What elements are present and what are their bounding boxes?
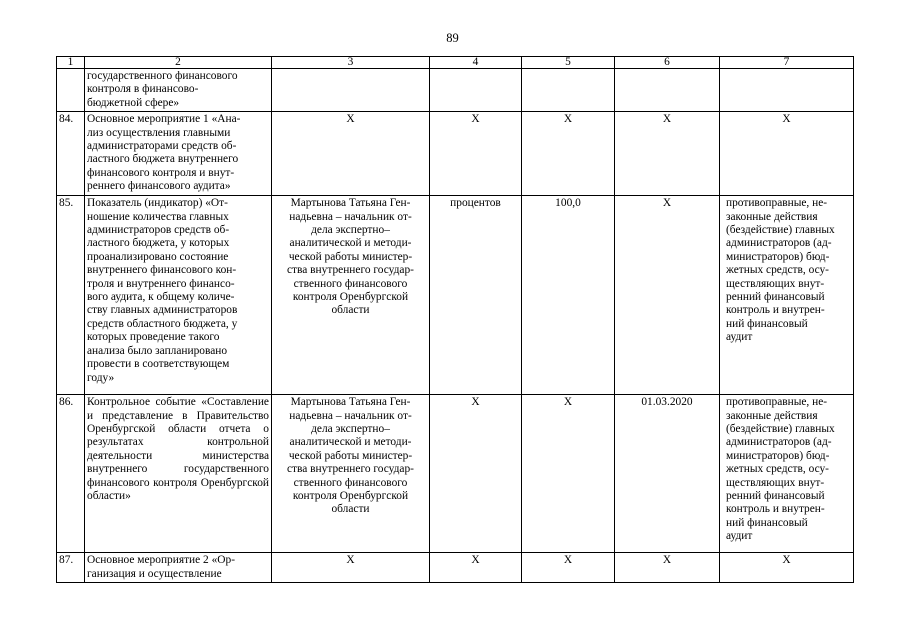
row-unit: Х (430, 395, 522, 553)
header-cell: 7 (720, 57, 854, 69)
row-value (522, 69, 615, 112)
row-date: Х (615, 553, 720, 583)
row-result: противоправные, не- законные действия (бездействие) главных администраторов (ад- министраторов) бюд- жетных средств, осу- ществляющих внут- ренний финансовый контроль и внутрен- ний финансовый аудит (720, 196, 854, 395)
row-date: Х (615, 196, 720, 395)
row-description: Основное мероприятие 1 «Ана- лиз осуществления главными администраторами средств об- ластного бюджета внутреннего финансового контроля и внут- реннего финансового аудита» (85, 112, 272, 196)
row-number: 87. (57, 553, 85, 583)
row-description: Показатель (индикатор) «От- ношение количества главных администраторов средств об- ластного бюджета, у которых проанализировано состояние внутреннего финансового кон- троля и внутреннего финансо- вого аудита, к общему количе- ству главных администраторов средств областного бюджета, у которых проведение такого анализа было запланировано провести в соответствующем году» (85, 196, 272, 395)
page-number: 89 (446, 31, 459, 45)
table-row (57, 553, 854, 583)
header-cell: 3 (272, 57, 430, 69)
document-table (56, 56, 854, 583)
row-result: Х (720, 553, 854, 583)
row-responsible: Х (272, 112, 430, 196)
header-cell: 5 (522, 57, 615, 69)
row-unit: Х (430, 112, 522, 196)
header-cell: 1 (57, 57, 85, 69)
row-result (720, 69, 854, 112)
row-unit: процентов (430, 196, 522, 395)
row-date: 01.03.2020 (615, 395, 720, 553)
table-row (57, 112, 854, 196)
row-responsible: Мартынова Татьяна Ген- надьевна – начальник от- дела экспертно– аналитической и методи- ческой работы министер- ства внутреннего государ- ственного финансового контроля Оренбургской области (272, 196, 430, 395)
row-result: противоправные, не- законные действия (бездействие) главных администраторов (ад- министраторов) бюд- жетных средств, осу- ществляющих внут- ренний финансовый контроль и внутрен- ний финансовый аудит (720, 395, 854, 553)
row-number: 84. (57, 112, 85, 196)
row-unit (430, 69, 522, 112)
header-cell: 4 (430, 57, 522, 69)
row-description: государственного финансового контроля в финансово- бюджетной сфере» (85, 69, 272, 112)
row-responsible: Мартынова Татьяна Ген- надьевна – начальник от- дела экспертно– аналитической и методи- ческой работы министер- ства внутреннего государ- ственного финансового контроля Оренбургской области (272, 395, 430, 553)
row-description: Контрольное событие «Составление и представление в Правительство Оренбургской области отчета о результатах контрольной деятельности министерства внутреннего государственного финансового контроля Оренбургской области» (85, 395, 272, 553)
row-date (615, 69, 720, 112)
row-number (57, 69, 85, 112)
table-row (57, 395, 854, 553)
row-unit: Х (430, 553, 522, 583)
row-value: Х (522, 395, 615, 553)
row-responsible: Х (272, 553, 430, 583)
table-header-row (57, 57, 854, 69)
table-row (57, 196, 854, 395)
header-cell: 2 (85, 57, 272, 69)
row-description: Основное мероприятие 2 «Ор- ганизация и осуществление (85, 553, 272, 583)
row-responsible (272, 69, 430, 112)
row-number: 85. (57, 196, 85, 395)
row-date: Х (615, 112, 720, 196)
row-result: Х (720, 112, 854, 196)
row-value: 100,0 (522, 196, 615, 395)
row-value: Х (522, 112, 615, 196)
row-value: Х (522, 553, 615, 583)
table-row (57, 69, 854, 112)
row-number: 86. (57, 395, 85, 553)
header-cell: 6 (615, 57, 720, 69)
